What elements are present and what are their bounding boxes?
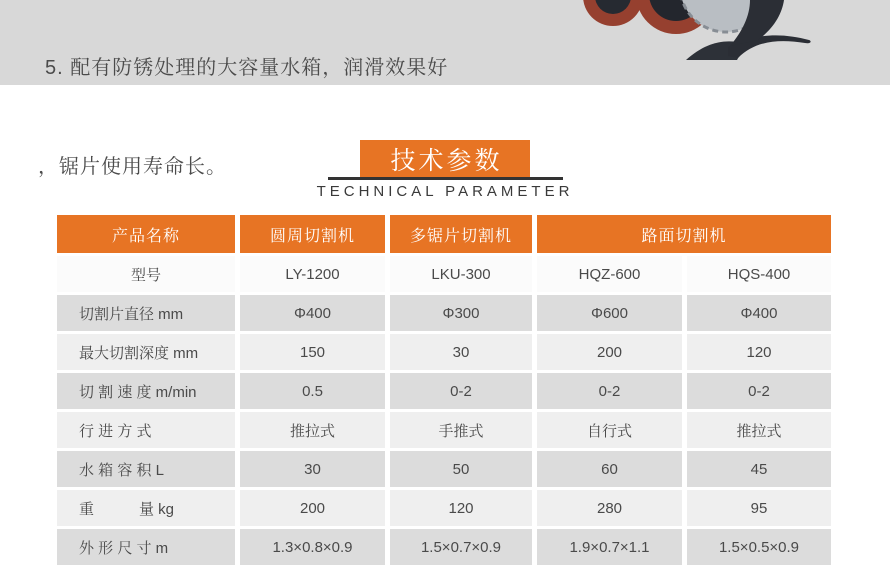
header-product-name: 产品名称 (57, 215, 235, 253)
spec-cell: LY-1200 (240, 256, 385, 292)
row-label: 切割片直径 mm (57, 295, 235, 331)
row-label: 切 割 速 度 m/min (57, 373, 235, 409)
spec-cell: 0-2 (687, 373, 831, 409)
spec-cell: 150 (240, 334, 385, 370)
spec-cell: 0.5 (240, 373, 385, 409)
spec-cell: 200 (240, 490, 385, 526)
row-label: 最大切割深度 mm (57, 334, 235, 370)
spec-cell: 120 (390, 490, 532, 526)
header-circular-cutter: 圆周切割机 (240, 215, 385, 253)
spec-cell: 自行式 (537, 412, 682, 448)
spec-cell: 1.9×0.7×1.1 (537, 529, 682, 565)
spec-cell: 推拉式 (687, 412, 831, 448)
row-label: 水 箱 容 积 L (57, 451, 235, 487)
spec-cell: 120 (687, 334, 831, 370)
spec-cell: Φ600 (537, 295, 682, 331)
header-multi-blade-cutter: 多锯片切割机 (390, 215, 532, 253)
spec-cell: 0-2 (390, 373, 532, 409)
feature-text-line-2: ，锯片使用寿命长。 (38, 156, 227, 178)
spec-cell: HQZ-600 (537, 256, 682, 292)
spec-cell: 45 (687, 451, 831, 487)
spec-cell: 1.3×0.8×0.9 (240, 529, 385, 565)
row-label: 外 形 尺 寸 m (57, 529, 235, 565)
header-road-cutter: 路面切割机 (537, 215, 831, 253)
row-label: 行 进 方 式 (57, 412, 235, 448)
spec-cell: 95 (687, 490, 831, 526)
machine-photo (588, 0, 818, 60)
feature-text-line-1: 5. 配有防锈处理的大容量水箱，润滑效果好 (45, 57, 449, 79)
spec-cell: 50 (390, 451, 532, 487)
row-label: 型号 (57, 256, 235, 292)
spec-cell: 推拉式 (240, 412, 385, 448)
feature-text (38, 0, 448, 250)
spec-table (57, 215, 831, 565)
spec-cell: 1.5×0.7×0.9 (390, 529, 532, 565)
section-title-divider (328, 177, 563, 180)
row-label: 重 量 kg (57, 490, 235, 526)
spec-cell: HQS-400 (687, 256, 831, 292)
spec-cell: Φ400 (687, 295, 831, 331)
spec-cell: 1.5×0.5×0.9 (687, 529, 831, 565)
spec-cell: Φ300 (390, 295, 532, 331)
section-title-cn: 技术参数 (360, 140, 530, 177)
spec-cell: Φ400 (240, 295, 385, 331)
spec-cell: 0-2 (537, 373, 682, 409)
section-title-en: TECHNICAL PARAMETER (316, 183, 574, 200)
spec-cell: 手推式 (390, 412, 532, 448)
spec-cell: 280 (537, 490, 682, 526)
spec-cell: 30 (390, 334, 532, 370)
spec-cell: 200 (537, 334, 682, 370)
spec-cell: 30 (240, 451, 385, 487)
spec-cell: LKU-300 (390, 256, 532, 292)
spec-cell: 60 (537, 451, 682, 487)
